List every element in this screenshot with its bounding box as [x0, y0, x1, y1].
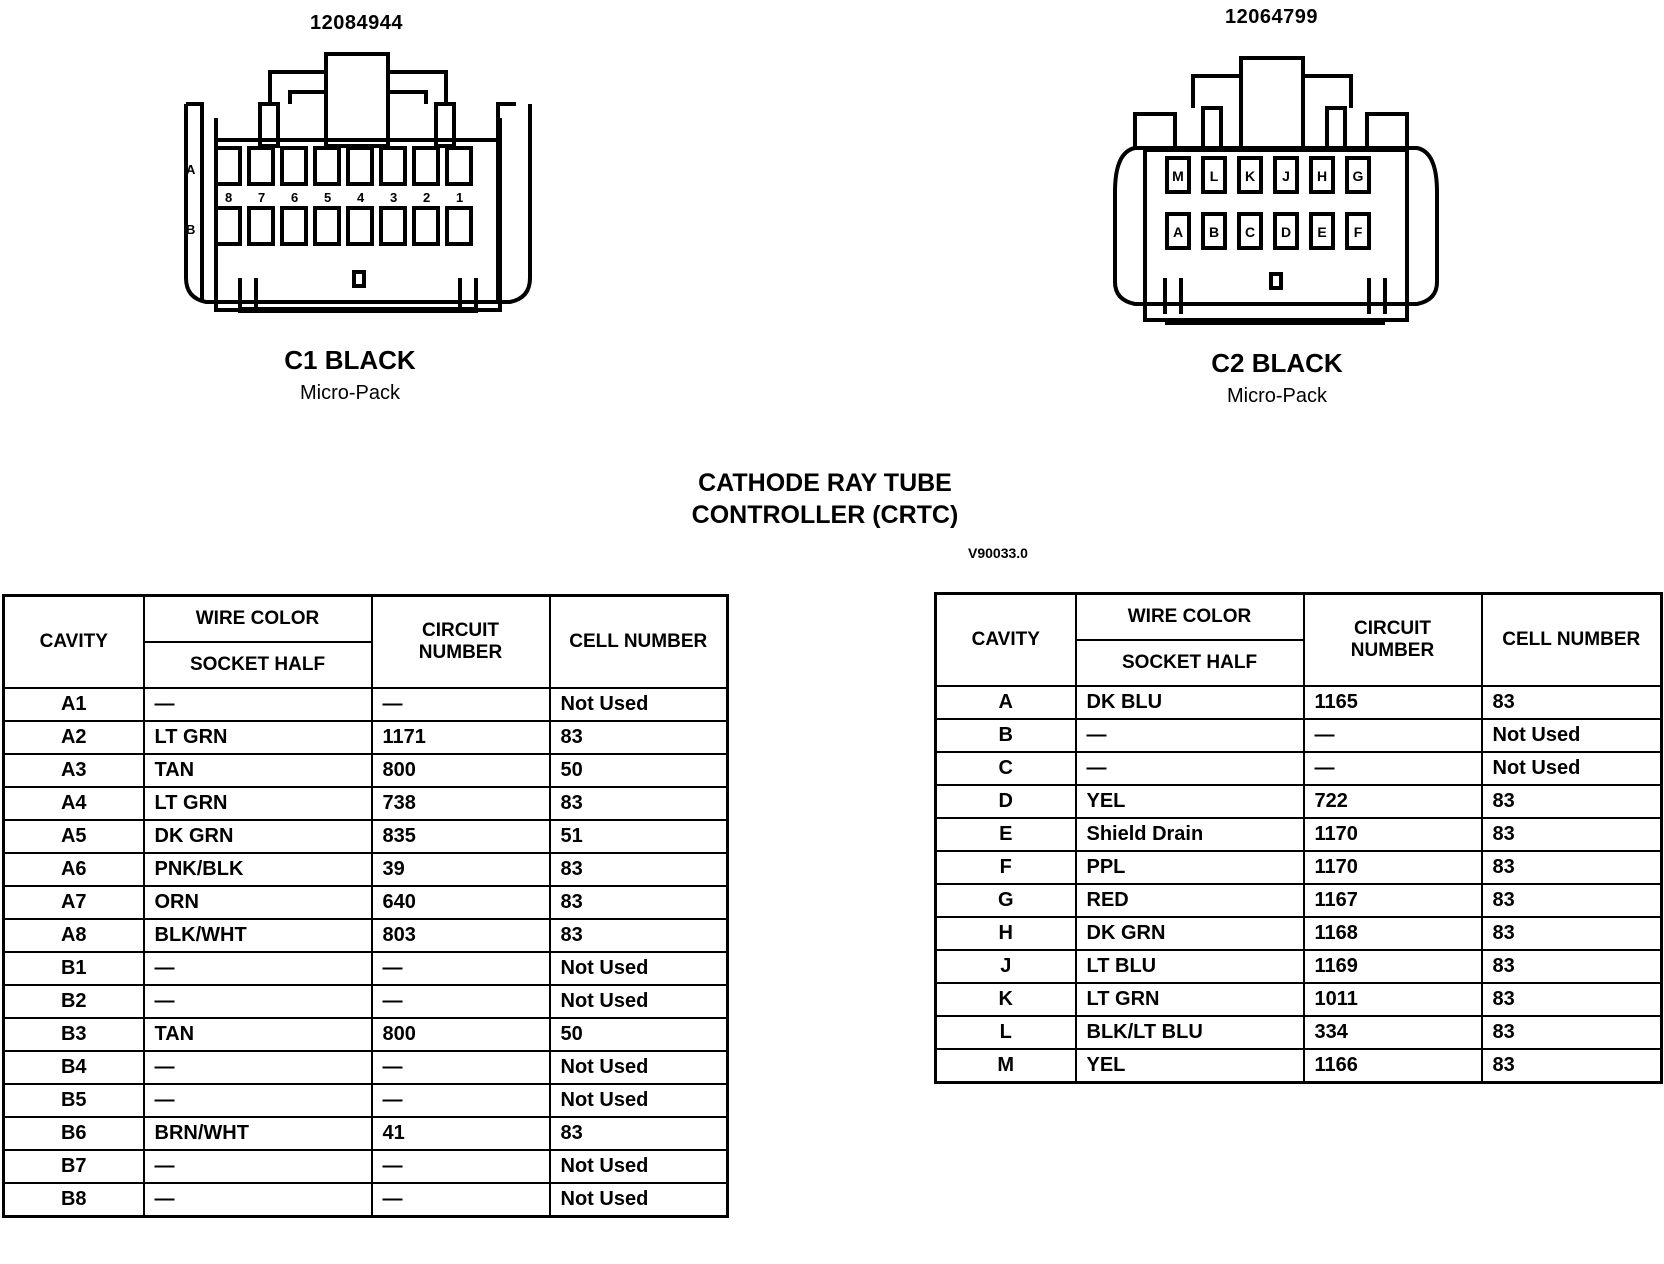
- c2-cavity-label: A: [1172, 224, 1184, 240]
- c2-cavity-label: B: [1208, 224, 1220, 240]
- cell-number-cell: 83: [550, 1117, 728, 1150]
- cell-number-cell: 83: [1482, 686, 1662, 719]
- circuit-number-cell: 1167: [1304, 884, 1482, 917]
- circuit-number-cell: 1170: [1304, 818, 1482, 851]
- cavity-cell: M: [936, 1049, 1076, 1083]
- cell-number-cell: Not Used: [550, 952, 728, 985]
- c1-pin-number: 6: [291, 190, 299, 205]
- table-row: [4, 919, 728, 952]
- header-circuit-number: CIRCUIT NUMBER: [372, 596, 550, 689]
- cavity-cell: B8: [4, 1183, 144, 1217]
- cell-number-cell: Not Used: [550, 688, 728, 721]
- cell-number-cell: 83: [1482, 917, 1662, 950]
- table-row: [936, 1016, 1662, 1049]
- wire-color-cell: PNK/BLK: [144, 853, 372, 886]
- c2-cavity-label: E: [1317, 224, 1327, 240]
- c2-cavity-label: L: [1209, 168, 1219, 184]
- circuit-number-cell: —: [1304, 752, 1482, 785]
- component-title: [625, 467, 1025, 531]
- cell-number-cell: Not Used: [1482, 752, 1662, 785]
- header-cavity: CAVITY: [936, 594, 1076, 687]
- c2-cavity-label: J: [1282, 168, 1290, 184]
- c1-cavity-top: [348, 148, 372, 184]
- wire-color-cell: DK GRN: [144, 820, 372, 853]
- circuit-number-cell: 1171: [372, 721, 550, 754]
- table-row: [4, 820, 728, 853]
- cell-number-cell: Not Used: [550, 1084, 728, 1117]
- wire-color-cell: BLK/LT BLU: [1076, 1016, 1304, 1049]
- circuit-number-cell: 1166: [1304, 1049, 1482, 1083]
- wire-color-cell: —: [144, 1150, 372, 1183]
- c1-pinout-table: [2, 594, 729, 1218]
- table-row: [936, 686, 1662, 719]
- cell-number-cell: Not Used: [1482, 719, 1662, 752]
- circuit-number-cell: 722: [1304, 785, 1482, 818]
- cavity-cell: B1: [4, 952, 144, 985]
- cell-number-cell: 83: [1482, 983, 1662, 1016]
- c1-pin-number: 7: [258, 190, 266, 205]
- c2-connector-diagram: [1105, 52, 1445, 322]
- wire-color-cell: BRN/WHT: [144, 1117, 372, 1150]
- c1-cavity-bottom: [249, 208, 273, 244]
- cavity-cell: B6: [4, 1117, 144, 1150]
- title-line-1: CATHODE RAY TUBE: [698, 469, 952, 497]
- cell-number-cell: Not Used: [550, 1150, 728, 1183]
- c1-row-label: A: [186, 162, 196, 177]
- circuit-number-cell: 835: [372, 820, 550, 853]
- c1-cavity-bottom: [381, 208, 405, 244]
- c1-cavity-top: [414, 148, 438, 184]
- c1-cavity-top: [381, 148, 405, 184]
- c2-pinout-table: [934, 592, 1663, 1084]
- cell-number-cell: 83: [1482, 785, 1662, 818]
- table-row: [936, 785, 1662, 818]
- cavity-cell: B2: [4, 985, 144, 1018]
- cell-number-cell: Not Used: [550, 1051, 728, 1084]
- c2-cavity-label: F: [1353, 224, 1363, 240]
- wire-color-cell: ORN: [144, 886, 372, 919]
- cavity-cell: B7: [4, 1150, 144, 1183]
- table-row: [4, 886, 728, 919]
- c2-part-number: 12064799: [1225, 6, 1318, 28]
- wire-color-cell: —: [1076, 752, 1304, 785]
- c2-cavity-label: G: [1352, 168, 1364, 184]
- cell-number-cell: 83: [1482, 1016, 1662, 1049]
- cavity-cell: C: [936, 752, 1076, 785]
- c2-cavity-label: C: [1244, 224, 1256, 240]
- cell-number-cell: 83: [550, 919, 728, 952]
- cavity-cell: B5: [4, 1084, 144, 1117]
- table-row: [936, 719, 1662, 752]
- cavity-cell: D: [936, 785, 1076, 818]
- wire-color-cell: BLK/WHT: [144, 919, 372, 952]
- wire-color-cell: —: [144, 1183, 372, 1217]
- cavity-cell: F: [936, 851, 1076, 884]
- cavity-cell: K: [936, 983, 1076, 1016]
- wire-color-cell: RED: [1076, 884, 1304, 917]
- cavity-cell: B: [936, 719, 1076, 752]
- c1-cavity-top: [282, 148, 306, 184]
- cavity-cell: B4: [4, 1051, 144, 1084]
- header-cell-number: CELL NUMBER: [550, 596, 728, 689]
- c1-connector-diagram: [178, 48, 538, 320]
- table-row: [4, 721, 728, 754]
- cavity-cell: L: [936, 1016, 1076, 1049]
- wire-color-cell: —: [144, 952, 372, 985]
- circuit-number-cell: 1170: [1304, 851, 1482, 884]
- table-row: [4, 853, 728, 886]
- table-row: [936, 1049, 1662, 1083]
- figure-reference: V90033.0: [968, 545, 1028, 561]
- c1-cavity-bottom: [447, 208, 471, 244]
- cavity-cell: A5: [4, 820, 144, 853]
- c1-row-label: B: [186, 222, 196, 237]
- wire-color-cell: TAN: [144, 754, 372, 787]
- table-row: [4, 1117, 728, 1150]
- table-row: [936, 950, 1662, 983]
- cell-number-cell: 83: [1482, 950, 1662, 983]
- circuit-number-cell: —: [1304, 719, 1482, 752]
- wire-color-cell: DK BLU: [1076, 686, 1304, 719]
- cell-number-cell: 50: [550, 1018, 728, 1051]
- cavity-cell: A6: [4, 853, 144, 886]
- wire-color-cell: Shield Drain: [1076, 818, 1304, 851]
- cell-number-cell: 51: [550, 820, 728, 853]
- cavity-cell: A8: [4, 919, 144, 952]
- c1-cavity-top: [315, 148, 339, 184]
- table-row: [936, 917, 1662, 950]
- cavity-cell: E: [936, 818, 1076, 851]
- circuit-number-cell: 640: [372, 886, 550, 919]
- circuit-number-cell: 803: [372, 919, 550, 952]
- cavity-cell: A: [936, 686, 1076, 719]
- wire-color-cell: —: [1076, 719, 1304, 752]
- c1-cavity-top: [216, 148, 240, 184]
- table-row: [936, 983, 1662, 1016]
- table-row: [4, 787, 728, 820]
- circuit-number-cell: —: [372, 1150, 550, 1183]
- wire-color-cell: DK GRN: [1076, 917, 1304, 950]
- c1-cavity-bottom: [282, 208, 306, 244]
- cavity-cell: A1: [4, 688, 144, 721]
- c2-cavity-label: H: [1316, 168, 1328, 184]
- c1-pin-number: 2: [423, 190, 431, 205]
- cavity-cell: A3: [4, 754, 144, 787]
- wire-color-cell: —: [144, 985, 372, 1018]
- c1-pin-number: 5: [324, 190, 332, 205]
- title-line-2: CONTROLLER (CRTC): [691, 501, 959, 529]
- cavity-cell: A7: [4, 886, 144, 919]
- header-socket-half: SOCKET HALF: [144, 642, 372, 688]
- wire-color-cell: YEL: [1076, 1049, 1304, 1083]
- c2-connector-name: C2 BLACK: [1211, 348, 1343, 378]
- c1-cavity-bottom: [315, 208, 339, 244]
- cavity-cell: G: [936, 884, 1076, 917]
- c1-cavity-bottom: [414, 208, 438, 244]
- header-wire-color: WIRE COLOR: [1076, 594, 1304, 641]
- c1-part-number: 12084944: [310, 12, 403, 34]
- table-row: [4, 985, 728, 1018]
- c1-pin-number: 3: [390, 190, 398, 205]
- circuit-number-cell: 41: [372, 1117, 550, 1150]
- circuit-number-cell: 800: [372, 1018, 550, 1051]
- c2-cavity-label: M: [1172, 168, 1184, 184]
- c1-connector-name: C1 BLACK: [284, 345, 416, 375]
- cell-number-cell: Not Used: [550, 1183, 728, 1217]
- cell-number-cell: 83: [1482, 884, 1662, 917]
- c1-cavity-bottom: [348, 208, 372, 244]
- cell-number-cell: 83: [550, 853, 728, 886]
- circuit-number-cell: —: [372, 1051, 550, 1084]
- table-row: [936, 818, 1662, 851]
- cell-number-cell: 83: [1482, 851, 1662, 884]
- wire-color-cell: PPL: [1076, 851, 1304, 884]
- wire-color-cell: YEL: [1076, 785, 1304, 818]
- cell-number-cell: 50: [550, 754, 728, 787]
- circuit-number-cell: 334: [1304, 1016, 1482, 1049]
- circuit-number-cell: 1011: [1304, 983, 1482, 1016]
- cavity-cell: B3: [4, 1018, 144, 1051]
- cell-number-cell: 83: [550, 787, 728, 820]
- table-row: [4, 688, 728, 721]
- wire-color-cell: LT GRN: [144, 721, 372, 754]
- c2-connector-type: Micro-Pack: [1226, 385, 1327, 407]
- circuit-number-cell: 738: [372, 787, 550, 820]
- wire-color-cell: —: [144, 1084, 372, 1117]
- header-cavity: CAVITY: [4, 596, 144, 689]
- circuit-number-cell: 1165: [1304, 686, 1482, 719]
- wire-color-cell: —: [144, 1051, 372, 1084]
- header-circuit-number: CIRCUIT NUMBER: [1304, 594, 1482, 687]
- wire-color-cell: LT GRN: [144, 787, 372, 820]
- table-row: [936, 884, 1662, 917]
- table-row: [936, 851, 1662, 884]
- table-row: [4, 1051, 728, 1084]
- circuit-number-cell: 1168: [1304, 917, 1482, 950]
- c2-cavity-label: D: [1280, 224, 1292, 240]
- c1-pin-number: 1: [456, 190, 464, 205]
- table-row: [4, 1183, 728, 1217]
- c1-cavity-top: [447, 148, 471, 184]
- cell-number-cell: 83: [550, 886, 728, 919]
- table-row: [4, 754, 728, 787]
- cell-number-cell: Not Used: [550, 985, 728, 1018]
- c2-cavity-label: K: [1244, 168, 1256, 184]
- wire-color-cell: LT BLU: [1076, 950, 1304, 983]
- c1-pin-number: 8: [225, 190, 233, 205]
- table-row: [4, 1150, 728, 1183]
- circuit-number-cell: —: [372, 1084, 550, 1117]
- wire-color-cell: TAN: [144, 1018, 372, 1051]
- wire-color-cell: —: [144, 688, 372, 721]
- cavity-cell: H: [936, 917, 1076, 950]
- circuit-number-cell: 800: [372, 754, 550, 787]
- circuit-number-cell: 39: [372, 853, 550, 886]
- circuit-number-cell: —: [372, 1183, 550, 1217]
- c1-cavity-top: [249, 148, 273, 184]
- c1-cavity-bottom: [216, 208, 240, 244]
- c1-connector-type: Micro-Pack: [299, 382, 400, 404]
- circuit-number-cell: —: [372, 985, 550, 1018]
- table-row: [4, 952, 728, 985]
- cell-number-cell: 83: [550, 721, 728, 754]
- header-wire-color: WIRE COLOR: [144, 596, 372, 643]
- table-row: [4, 1018, 728, 1051]
- circuit-number-cell: 1169: [1304, 950, 1482, 983]
- header-socket-half: SOCKET HALF: [1076, 640, 1304, 686]
- cavity-cell: A2: [4, 721, 144, 754]
- circuit-number-cell: —: [372, 952, 550, 985]
- wire-color-cell: LT GRN: [1076, 983, 1304, 1016]
- cavity-cell: A4: [4, 787, 144, 820]
- cavity-cell: J: [936, 950, 1076, 983]
- table-row: [936, 752, 1662, 785]
- table-row: [4, 1084, 728, 1117]
- cell-number-cell: 83: [1482, 818, 1662, 851]
- circuit-number-cell: —: [372, 688, 550, 721]
- c1-pin-number: 4: [357, 190, 365, 205]
- header-cell-number: CELL NUMBER: [1482, 594, 1662, 687]
- cell-number-cell: 83: [1482, 1049, 1662, 1083]
